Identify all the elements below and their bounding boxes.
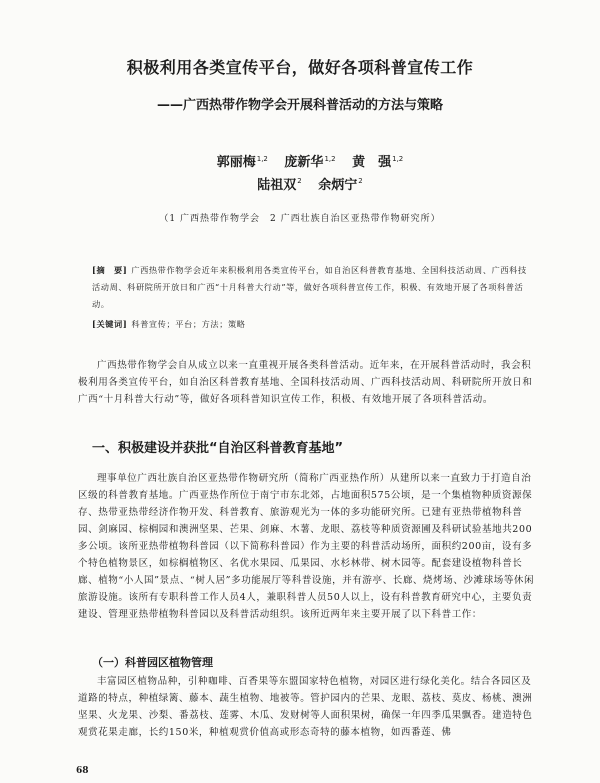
author-line-1 xyxy=(150,150,470,172)
keywords-text: 科普宣传；平台；方法；策略 xyxy=(131,319,246,329)
author: 庞新华$^{1,2}$ xyxy=(284,155,336,171)
author: 黄 强$^{1,2}$ xyxy=(352,155,404,171)
author: 郭丽梅$^{1,2}$ xyxy=(216,155,268,171)
keywords-label: [关键词] xyxy=(92,319,128,329)
abstract-label: [摘 要] xyxy=(92,265,128,275)
author: 余炳宁$^2$ xyxy=(318,177,363,193)
author-list xyxy=(150,150,470,195)
abstract-text: 广西热带作物学会近年来积极利用各类宣传平台，如自治区科普教育基地、全国科技活动周、广西科技活动周、科研院所开放日和广西“十月科普大行动”等，做好各项科普宣传工作，积极、有效地开展了各项科普活动。 xyxy=(92,265,527,309)
page-number: 68 xyxy=(76,766,89,776)
abstract xyxy=(92,262,532,313)
author: 陆祖双$^2$ xyxy=(257,177,302,193)
section-2-heading: （一）科普园区植物管理 xyxy=(92,656,213,669)
keywords xyxy=(92,319,532,330)
section-2-paragraph: 丰富园区植物品种，引种咖啡、百香果等东盟国家特色植物，对园区进行绿化美化。结合各园区及道路的特点，种植绿篱、藤本、蔬生植物、地被等。管护园内的芒果、龙眼、荔枝、莫皮、杨桃、澳洲坚果、火龙果、沙梨、番荔枝、莲雾、木瓜、发财树等人面积果树，确保一年四季瓜果飘香。建造特色观赏花果走廊，长约150米，种植观赏价值高或形态奇特的藤本植物，如西番莲、佛 xyxy=(78,676,533,738)
section-1-paragraph: 理事单位广西壮族自治区亚热带作物研究所（简称广西亚热作所）从建所以来一直致力于打造自治区级的科普教育基地。广西亚热作所位于南宁市东北郊，占地面积575公顷，是一个集植物种质资源保存、热带亚热带经济作物开发、科普教育、旅游观光为一体的多功能研究所。已建有亚热带植物科普园、剑麻园、棕榈园和澳洲坚果、芒果、剑麻、木薯、龙眼、荔枝等种质资源圃及科研试验基地共200多公顷。该所亚热带植物科普园（以下简称科普园）作为主要的科普活动场所，面积约200亩，设有多个特色植物景区，如棕榈植物区、名优水果园、瓜果园、水杉林带、树木园等。配套建设植物科普长廊、植物“小人国”景点、“树人居”多功能展厅等科普设施，并有游亭、长廊、烧烤场、沙滩球场等休闲旅游设施。该所有专职科普工作人员4人，兼职科普人员50人以上，设有科普教育研究中心，主要负责建设、管理亚热带植物科普园以及科普活动组织。该所近两年来主要开展了以下科普工作： xyxy=(78,473,535,620)
paper-title: 积极利用各类宣传平台，做好各项科普宣传工作 xyxy=(126,58,474,77)
affiliation: （1 广西热带作物学会 2 广西壮族自治区亚热带作物研究所） xyxy=(159,214,441,224)
author-line-2 xyxy=(150,172,470,194)
intro-paragraph: 广西热带作物学会自从成立以来一直重视开展各类科普活动。近年来，在开展科普活动时，我会积极利用各类宣传平台，如自治区科普教育基地、全国科技活动周、广西科技活动周、科研院所开放日和广西“十月科普大行动”等，做好各项科普知识宣传工作，积极、有效地开展了各项科普活动。 xyxy=(78,360,533,405)
paper-subtitle: ——广西热带作物学会开展科普活动的方法与策略 xyxy=(156,98,443,113)
section-1-heading: 一、积极建设并获批“自治区科普教育基地” xyxy=(92,441,344,456)
